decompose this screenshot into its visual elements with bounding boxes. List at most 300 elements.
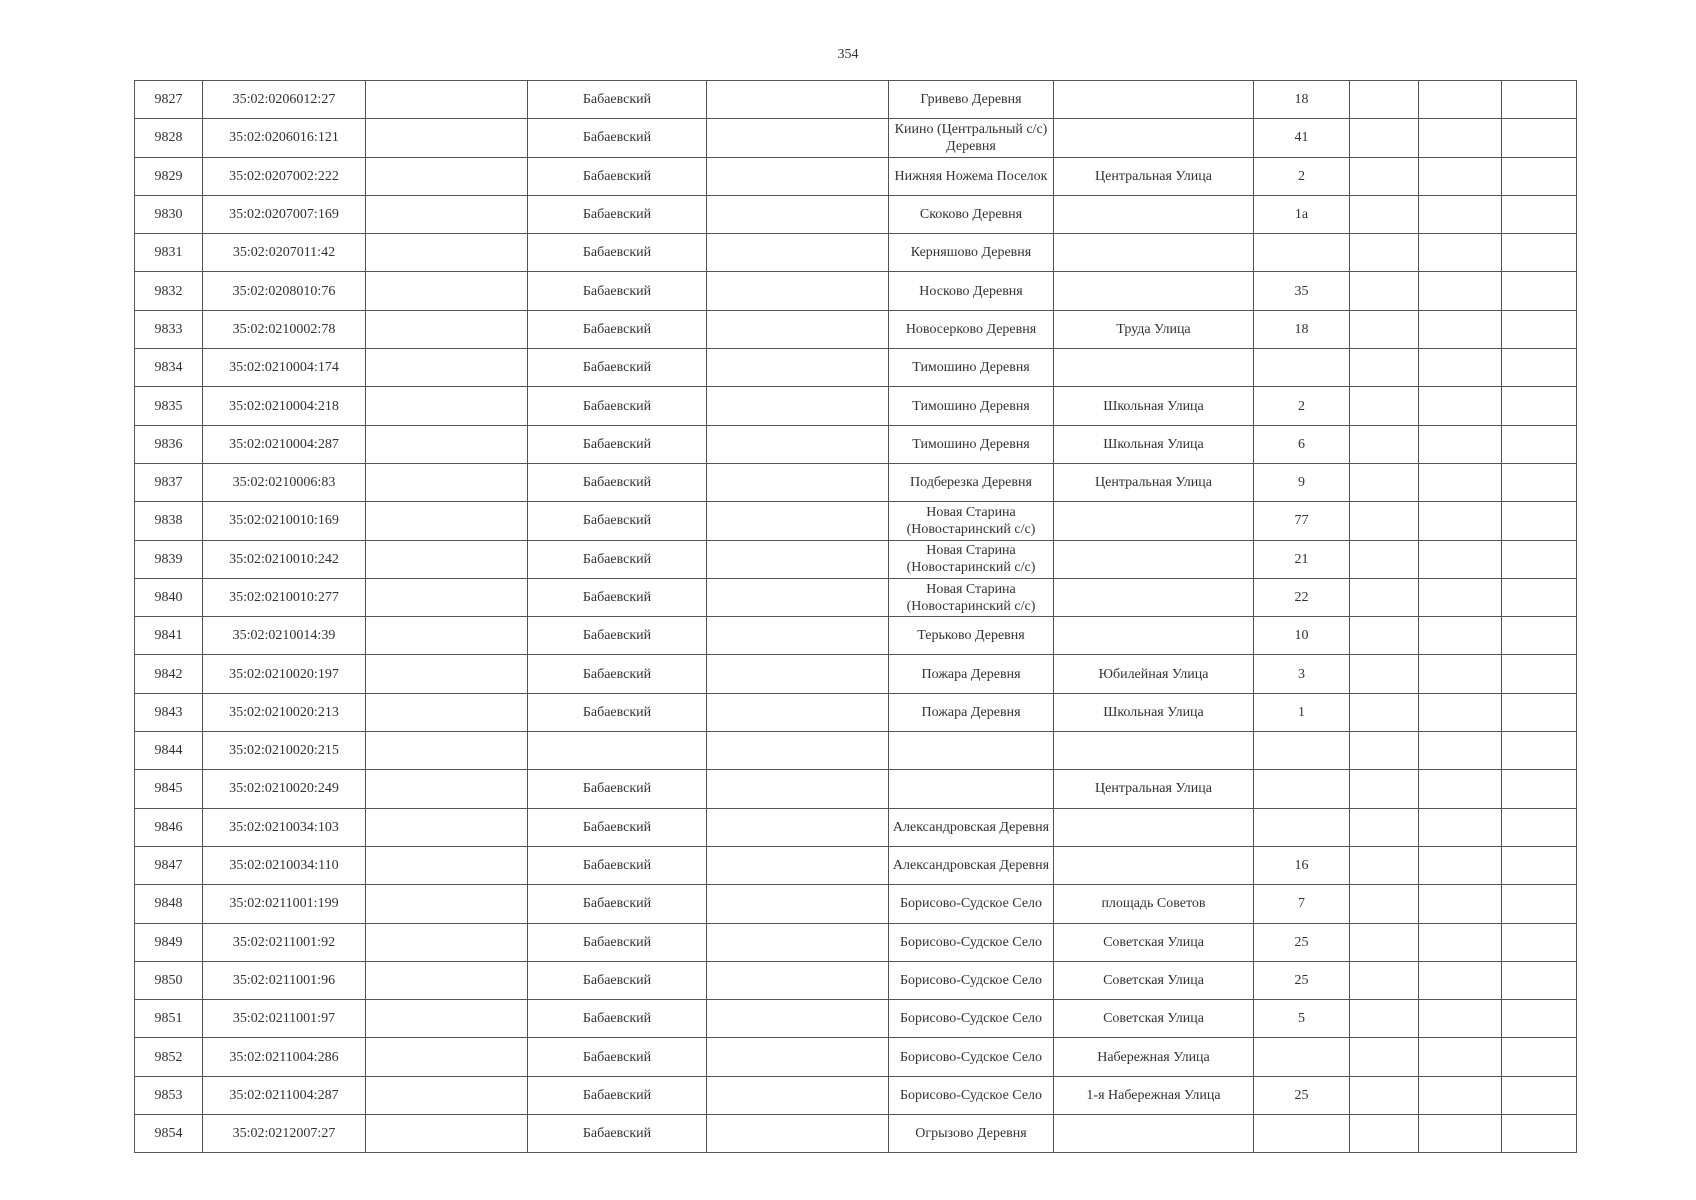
district-cell: Бабаевский	[528, 885, 707, 923]
row-number-cell: 9842	[135, 655, 203, 693]
empty-cell	[366, 81, 528, 119]
table-row	[135, 732, 1577, 770]
empty-cell	[366, 195, 528, 233]
street-cell: Центральная Улица	[1054, 770, 1254, 808]
empty-cell	[1419, 578, 1502, 616]
locality-cell: Новая Старина (Новостаринский с/с)	[889, 502, 1054, 540]
empty-cell	[1419, 234, 1502, 272]
house-number-cell: 6	[1254, 425, 1350, 463]
district-cell: Бабаевский	[528, 578, 707, 616]
house-number-cell: 3	[1254, 655, 1350, 693]
empty-cell	[1350, 923, 1419, 961]
empty-cell	[366, 349, 528, 387]
table-row	[135, 578, 1577, 616]
row-number-cell: 9850	[135, 961, 203, 999]
empty-cell	[1350, 617, 1419, 655]
empty-cell	[1350, 655, 1419, 693]
cadastral-number-cell: 35:02:0210006:83	[203, 463, 366, 501]
cadastral-number-cell: 35:02:0210020:197	[203, 655, 366, 693]
district-cell: Бабаевский	[528, 846, 707, 884]
empty-cell	[1350, 846, 1419, 884]
row-number-cell: 9827	[135, 81, 203, 119]
empty-cell	[1502, 234, 1577, 272]
empty-cell	[707, 923, 889, 961]
empty-cell	[1350, 349, 1419, 387]
cadastral-number-cell: 35:02:0207007:169	[203, 195, 366, 233]
empty-cell	[1502, 770, 1577, 808]
street-cell: Школьная Улица	[1054, 425, 1254, 463]
street-cell: площадь Советов	[1054, 885, 1254, 923]
empty-cell	[1502, 617, 1577, 655]
empty-cell	[1419, 349, 1502, 387]
empty-cell	[707, 272, 889, 310]
street-cell: Центральная Улица	[1054, 463, 1254, 501]
table-row	[135, 923, 1577, 961]
empty-cell	[366, 846, 528, 884]
district-cell: Бабаевский	[528, 923, 707, 961]
empty-cell	[1502, 693, 1577, 731]
house-number-cell: 77	[1254, 502, 1350, 540]
table-row	[135, 770, 1577, 808]
street-cell: Советская Улица	[1054, 923, 1254, 961]
cadastral-number-cell: 35:02:0211004:287	[203, 1076, 366, 1114]
house-number-cell: 18	[1254, 310, 1350, 348]
empty-cell	[1419, 1115, 1502, 1153]
empty-cell	[707, 732, 889, 770]
locality-cell: Пожара Деревня	[889, 693, 1054, 731]
empty-cell	[366, 502, 528, 540]
table-row	[135, 81, 1577, 119]
empty-cell	[366, 234, 528, 272]
district-cell	[528, 732, 707, 770]
empty-cell	[366, 310, 528, 348]
table-row	[135, 463, 1577, 501]
table-row	[135, 387, 1577, 425]
district-cell: Бабаевский	[528, 540, 707, 578]
cadastral-number-cell: 35:02:0211001:97	[203, 1000, 366, 1038]
cadastral-number-cell: 35:02:0210034:103	[203, 808, 366, 846]
locality-cell: Тимошино Деревня	[889, 349, 1054, 387]
empty-cell	[1350, 1038, 1419, 1076]
empty-cell	[1350, 732, 1419, 770]
street-cell	[1054, 349, 1254, 387]
row-number-cell: 9835	[135, 387, 203, 425]
empty-cell	[707, 540, 889, 578]
empty-cell	[707, 81, 889, 119]
house-number-cell	[1254, 770, 1350, 808]
street-cell	[1054, 272, 1254, 310]
street-cell	[1054, 502, 1254, 540]
locality-cell: Новосерково Деревня	[889, 310, 1054, 348]
house-number-cell: 2	[1254, 157, 1350, 195]
empty-cell	[366, 272, 528, 310]
empty-cell	[1502, 1115, 1577, 1153]
locality-cell: Борисово-Судское Село	[889, 885, 1054, 923]
street-cell: Центральная Улица	[1054, 157, 1254, 195]
empty-cell	[1502, 1000, 1577, 1038]
row-number-cell: 9849	[135, 923, 203, 961]
cadastral-number-cell: 35:02:0210010:242	[203, 540, 366, 578]
empty-cell	[1350, 578, 1419, 616]
house-number-cell	[1254, 732, 1350, 770]
empty-cell	[1350, 463, 1419, 501]
empty-cell	[1419, 425, 1502, 463]
empty-cell	[1419, 617, 1502, 655]
row-number-cell: 9853	[135, 1076, 203, 1114]
empty-cell	[707, 617, 889, 655]
row-number-cell: 9838	[135, 502, 203, 540]
row-number-cell: 9844	[135, 732, 203, 770]
district-cell: Бабаевский	[528, 195, 707, 233]
table-row	[135, 425, 1577, 463]
district-cell: Бабаевский	[528, 1115, 707, 1153]
empty-cell	[1419, 119, 1502, 157]
empty-cell	[1502, 349, 1577, 387]
district-cell: Бабаевский	[528, 119, 707, 157]
empty-cell	[1502, 1038, 1577, 1076]
empty-cell	[1502, 808, 1577, 846]
row-number-cell: 9851	[135, 1000, 203, 1038]
cadastral-number-cell: 35:02:0210020:213	[203, 693, 366, 731]
house-number-cell: 16	[1254, 846, 1350, 884]
locality-cell: Борисово-Судское Село	[889, 1038, 1054, 1076]
empty-cell	[366, 923, 528, 961]
cadastral-number-cell: 35:02:0208010:76	[203, 272, 366, 310]
table-row	[135, 1076, 1577, 1114]
locality-cell: Носково Деревня	[889, 272, 1054, 310]
house-number-cell	[1254, 1038, 1350, 1076]
empty-cell	[1350, 808, 1419, 846]
page-number: 354	[837, 47, 859, 62]
cadastral-number-cell: 35:02:0210010:277	[203, 578, 366, 616]
empty-cell	[1350, 119, 1419, 157]
table-row	[135, 1000, 1577, 1038]
table-row	[135, 961, 1577, 999]
empty-cell	[1350, 885, 1419, 923]
empty-cell	[1350, 81, 1419, 119]
row-number-cell: 9843	[135, 693, 203, 731]
row-number-cell: 9831	[135, 234, 203, 272]
district-cell: Бабаевский	[528, 1038, 707, 1076]
table-row	[135, 195, 1577, 233]
row-number-cell: 9829	[135, 157, 203, 195]
empty-cell	[1502, 578, 1577, 616]
house-number-cell	[1254, 808, 1350, 846]
empty-cell	[1502, 81, 1577, 119]
locality-cell: Александровская Деревня	[889, 808, 1054, 846]
empty-cell	[707, 1115, 889, 1153]
street-cell: Советская Улица	[1054, 1000, 1254, 1038]
locality-cell: Борисово-Судское Село	[889, 923, 1054, 961]
empty-cell	[707, 157, 889, 195]
district-cell: Бабаевский	[528, 425, 707, 463]
district-cell: Бабаевский	[528, 349, 707, 387]
locality-cell: Александровская Деревня	[889, 846, 1054, 884]
district-cell: Бабаевский	[528, 387, 707, 425]
district-cell: Бабаевский	[528, 961, 707, 999]
table-row	[135, 540, 1577, 578]
empty-cell	[1419, 195, 1502, 233]
row-number-cell: 9834	[135, 349, 203, 387]
empty-cell	[366, 885, 528, 923]
empty-cell	[366, 693, 528, 731]
house-number-cell: 5	[1254, 1000, 1350, 1038]
empty-cell	[366, 655, 528, 693]
district-cell: Бабаевский	[528, 272, 707, 310]
empty-cell	[1502, 655, 1577, 693]
empty-cell	[366, 540, 528, 578]
empty-cell	[707, 425, 889, 463]
empty-cell	[707, 234, 889, 272]
empty-cell	[1419, 923, 1502, 961]
empty-cell	[1350, 310, 1419, 348]
locality-cell: Нижняя Ножема Поселок	[889, 157, 1054, 195]
cadastral-number-cell: 35:02:0211001:92	[203, 923, 366, 961]
empty-cell	[707, 1038, 889, 1076]
row-number-cell: 9848	[135, 885, 203, 923]
cadastral-number-cell: 35:02:0210002:78	[203, 310, 366, 348]
row-number-cell: 9839	[135, 540, 203, 578]
empty-cell	[707, 119, 889, 157]
district-cell: Бабаевский	[528, 770, 707, 808]
empty-cell	[366, 578, 528, 616]
empty-cell	[1419, 272, 1502, 310]
cadastral-number-cell: 35:02:0206016:121	[203, 119, 366, 157]
table-row	[135, 1038, 1577, 1076]
empty-cell	[707, 885, 889, 923]
empty-cell	[1502, 310, 1577, 348]
table-body	[135, 81, 1577, 1153]
locality-cell: Новая Старина (Новостаринский с/с)	[889, 578, 1054, 616]
row-number-cell: 9836	[135, 425, 203, 463]
house-number-cell: 7	[1254, 885, 1350, 923]
table-row	[135, 272, 1577, 310]
street-cell	[1054, 234, 1254, 272]
row-number-cell: 9840	[135, 578, 203, 616]
street-cell	[1054, 808, 1254, 846]
locality-cell: Борисово-Судское Село	[889, 961, 1054, 999]
street-cell: Набережная Улица	[1054, 1038, 1254, 1076]
empty-cell	[1502, 272, 1577, 310]
house-number-cell: 25	[1254, 923, 1350, 961]
empty-cell	[1419, 463, 1502, 501]
empty-cell	[707, 387, 889, 425]
table-row	[135, 119, 1577, 157]
empty-cell	[366, 961, 528, 999]
locality-cell: Борисово-Судское Село	[889, 1076, 1054, 1114]
district-cell: Бабаевский	[528, 693, 707, 731]
row-number-cell: 9846	[135, 808, 203, 846]
empty-cell	[1350, 425, 1419, 463]
empty-cell	[707, 578, 889, 616]
empty-cell	[1419, 502, 1502, 540]
house-number-cell: 25	[1254, 1076, 1350, 1114]
empty-cell	[707, 502, 889, 540]
house-number-cell: 10	[1254, 617, 1350, 655]
empty-cell	[366, 157, 528, 195]
empty-cell	[1502, 387, 1577, 425]
street-cell: Юбилейная Улица	[1054, 655, 1254, 693]
empty-cell	[707, 808, 889, 846]
street-cell	[1054, 617, 1254, 655]
district-cell: Бабаевский	[528, 157, 707, 195]
empty-cell	[707, 310, 889, 348]
empty-cell	[1502, 732, 1577, 770]
empty-cell	[1502, 119, 1577, 157]
locality-cell: Гривево Деревня	[889, 81, 1054, 119]
table-row	[135, 502, 1577, 540]
street-cell	[1054, 1115, 1254, 1153]
district-cell: Бабаевский	[528, 234, 707, 272]
empty-cell	[707, 195, 889, 233]
locality-cell: Тимошино Деревня	[889, 425, 1054, 463]
empty-cell	[1502, 157, 1577, 195]
street-cell: Школьная Улица	[1054, 693, 1254, 731]
empty-cell	[707, 463, 889, 501]
district-cell: Бабаевский	[528, 310, 707, 348]
registry-table	[134, 80, 1577, 1153]
empty-cell	[707, 655, 889, 693]
empty-cell	[1350, 540, 1419, 578]
empty-cell	[366, 463, 528, 501]
table-row	[135, 655, 1577, 693]
district-cell: Бабаевский	[528, 655, 707, 693]
empty-cell	[1419, 770, 1502, 808]
cadastral-number-cell: 35:02:0211001:199	[203, 885, 366, 923]
row-number-cell: 9837	[135, 463, 203, 501]
empty-cell	[1419, 846, 1502, 884]
house-number-cell: 21	[1254, 540, 1350, 578]
house-number-cell: 25	[1254, 961, 1350, 999]
empty-cell	[1419, 81, 1502, 119]
table-row	[135, 617, 1577, 655]
table-row	[135, 310, 1577, 348]
empty-cell	[707, 1076, 889, 1114]
cadastral-number-cell: 35:02:0207011:42	[203, 234, 366, 272]
house-number-cell	[1254, 234, 1350, 272]
empty-cell	[1419, 1076, 1502, 1114]
empty-cell	[1350, 770, 1419, 808]
row-number-cell: 9830	[135, 195, 203, 233]
district-cell: Бабаевский	[528, 502, 707, 540]
cadastral-number-cell: 35:02:0210020:249	[203, 770, 366, 808]
table-row	[135, 808, 1577, 846]
empty-cell	[707, 961, 889, 999]
street-cell	[1054, 846, 1254, 884]
street-cell	[1054, 540, 1254, 578]
cadastral-number-cell: 35:02:0212007:27	[203, 1115, 366, 1153]
empty-cell	[1350, 387, 1419, 425]
empty-cell	[707, 1000, 889, 1038]
empty-cell	[1350, 195, 1419, 233]
cadastral-number-cell: 35:02:0211004:286	[203, 1038, 366, 1076]
street-cell: Советская Улица	[1054, 961, 1254, 999]
cadastral-number-cell: 35:02:0210034:110	[203, 846, 366, 884]
cadastral-number-cell: 35:02:0206012:27	[203, 81, 366, 119]
house-number-cell: 1	[1254, 693, 1350, 731]
cadastral-number-cell: 35:02:0210004:218	[203, 387, 366, 425]
empty-cell	[1502, 961, 1577, 999]
table-row	[135, 157, 1577, 195]
empty-cell	[1419, 1000, 1502, 1038]
cadastral-number-cell: 35:02:0211001:96	[203, 961, 366, 999]
empty-cell	[1502, 502, 1577, 540]
district-cell: Бабаевский	[528, 81, 707, 119]
empty-cell	[1502, 195, 1577, 233]
empty-cell	[1419, 1038, 1502, 1076]
row-number-cell: 9833	[135, 310, 203, 348]
empty-cell	[1419, 961, 1502, 999]
row-number-cell: 9845	[135, 770, 203, 808]
street-cell	[1054, 195, 1254, 233]
empty-cell	[1350, 234, 1419, 272]
locality-cell	[889, 732, 1054, 770]
street-cell: Труда Улица	[1054, 310, 1254, 348]
row-number-cell: 9847	[135, 846, 203, 884]
locality-cell: Скоково Деревня	[889, 195, 1054, 233]
cadastral-number-cell: 35:02:0210010:169	[203, 502, 366, 540]
empty-cell	[1350, 1076, 1419, 1114]
empty-cell	[366, 732, 528, 770]
empty-cell	[1502, 425, 1577, 463]
house-number-cell: 2	[1254, 387, 1350, 425]
empty-cell	[1502, 885, 1577, 923]
district-cell: Бабаевский	[528, 808, 707, 846]
empty-cell	[366, 425, 528, 463]
empty-cell	[1350, 961, 1419, 999]
district-cell: Бабаевский	[528, 1076, 707, 1114]
empty-cell	[707, 693, 889, 731]
empty-cell	[366, 808, 528, 846]
locality-cell: Огрызово Деревня	[889, 1115, 1054, 1153]
street-cell	[1054, 81, 1254, 119]
empty-cell	[1350, 272, 1419, 310]
empty-cell	[366, 1115, 528, 1153]
empty-cell	[366, 1076, 528, 1114]
house-number-cell	[1254, 1115, 1350, 1153]
empty-cell	[1419, 732, 1502, 770]
empty-cell	[1502, 846, 1577, 884]
locality-cell: Керняшово Деревня	[889, 234, 1054, 272]
empty-cell	[366, 770, 528, 808]
locality-cell: Подберезка Деревня	[889, 463, 1054, 501]
empty-cell	[1350, 693, 1419, 731]
house-number-cell: 35	[1254, 272, 1350, 310]
empty-cell	[366, 119, 528, 157]
row-number-cell: 9828	[135, 119, 203, 157]
empty-cell	[1419, 885, 1502, 923]
empty-cell	[1419, 655, 1502, 693]
empty-cell	[1350, 1115, 1419, 1153]
table-row	[135, 885, 1577, 923]
empty-cell	[1502, 540, 1577, 578]
empty-cell	[366, 1000, 528, 1038]
cadastral-number-cell: 35:02:0210014:39	[203, 617, 366, 655]
house-number-cell	[1254, 349, 1350, 387]
empty-cell	[1502, 1076, 1577, 1114]
locality-cell: Борисово-Судское Село	[889, 1000, 1054, 1038]
empty-cell	[366, 1038, 528, 1076]
empty-cell	[707, 770, 889, 808]
street-cell: Школьная Улица	[1054, 387, 1254, 425]
locality-cell: Новая Старина (Новостаринский с/с)	[889, 540, 1054, 578]
house-number-cell: 1а	[1254, 195, 1350, 233]
empty-cell	[1419, 387, 1502, 425]
locality-cell: Тимошино Деревня	[889, 387, 1054, 425]
house-number-cell: 18	[1254, 81, 1350, 119]
locality-cell	[889, 770, 1054, 808]
empty-cell	[1502, 463, 1577, 501]
